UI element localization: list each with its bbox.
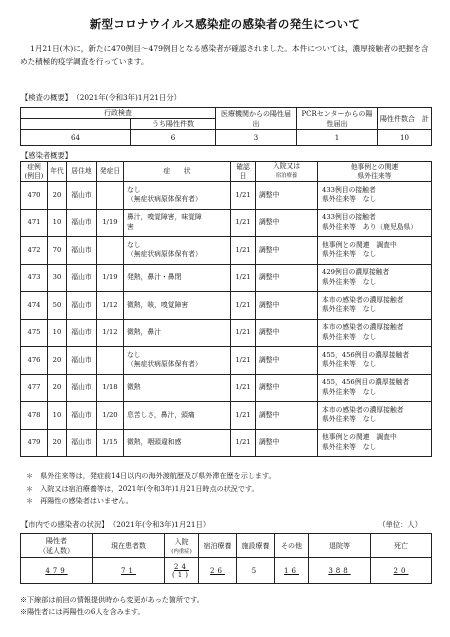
case-relation-line1: 他事例との関連 調査中 xyxy=(322,433,397,442)
case-hospital: 調整中 xyxy=(256,347,318,375)
case-symptoms-line2: （無症状病原体保有者） xyxy=(127,250,202,259)
case-residence: 福山市 xyxy=(67,402,97,430)
header-hospitalized-label: 入院 xyxy=(174,537,189,546)
case-relation-line2: 県外往来等 なし xyxy=(322,332,377,341)
case-symptoms-line2: 害 xyxy=(127,222,134,231)
case-age: 70 xyxy=(48,237,67,265)
case-row xyxy=(21,374,432,402)
case-hospital: 調整中 xyxy=(256,319,318,347)
case-confirmed: 1/21 xyxy=(231,374,256,402)
case-onset xyxy=(97,347,124,375)
case-no: 477 xyxy=(21,374,48,402)
case-hospital: 調整中 xyxy=(256,402,318,430)
header-current: 現在患者数 xyxy=(93,534,165,558)
case-relation-line2: 県外往来等 なし xyxy=(322,387,377,396)
case-confirmed: 1/21 xyxy=(231,347,256,375)
case-confirmed: 1/21 xyxy=(231,319,256,347)
case-onset: 1/19 xyxy=(97,209,124,237)
case-symptoms-line1: 発熱，鼻汁・鼻閉 xyxy=(127,273,182,281)
status-header-row xyxy=(21,534,432,558)
cases-heading: 【感染者概要】 xyxy=(21,151,73,160)
header-total: 陽性件数合 計 xyxy=(378,108,432,130)
header-symptoms: 症 状 xyxy=(124,162,231,182)
case-symptoms-line1: 息苦しさ，鼻汁，頭痛 xyxy=(127,410,195,419)
value-total: 10 xyxy=(378,130,432,146)
case-symptoms-line2: （無症状病原体保有者） xyxy=(127,360,202,369)
case-confirmed: 1/21 xyxy=(231,237,256,265)
case-relation-line2: 県外往来等 なし xyxy=(322,305,377,314)
case-residence: 福山市 xyxy=(67,319,97,347)
note-item: ＊ 再陽性の感染者はいません。 xyxy=(26,496,133,505)
case-age: 50 xyxy=(48,292,67,320)
value-hospitalized xyxy=(165,558,199,584)
header-medical-report: 医療機関からの陽性届出 xyxy=(216,108,297,130)
case-onset: 1/20 xyxy=(97,402,124,430)
header-admin-test: 行政検査 xyxy=(21,108,216,119)
case-hospital: 調整中 xyxy=(256,209,318,237)
value-death xyxy=(371,558,432,584)
summary-date-note: （2021年(令和3年)1月21日分） xyxy=(76,93,181,102)
case-row xyxy=(21,292,432,320)
case-relation xyxy=(318,264,432,292)
case-relation-line2: 県外往来等 なし xyxy=(322,442,377,451)
case-age: 10 xyxy=(48,209,67,237)
case-age: 20 xyxy=(48,182,67,210)
case-hospital: 調整中 xyxy=(256,374,318,402)
case-confirmed: 1/21 xyxy=(231,209,256,237)
case-onset xyxy=(97,182,124,210)
value-medical-report: 3 xyxy=(216,130,297,146)
unit-note: （単位：人） xyxy=(378,520,422,529)
case-residence: 福山市 xyxy=(67,182,97,210)
case-onset: 1/15 xyxy=(97,429,124,457)
case-residence: 福山市 xyxy=(67,237,97,265)
case-residence: 福山市 xyxy=(67,374,97,402)
value-other xyxy=(275,558,309,584)
case-symptoms xyxy=(124,374,231,402)
header-positive xyxy=(21,534,93,558)
case-no: 472 xyxy=(21,237,48,265)
case-relation-line1: 433例目の接触者 xyxy=(322,185,376,194)
header-onset: 発症日 xyxy=(97,162,124,182)
header-hospital-sub: 宿泊療養 xyxy=(275,173,298,179)
case-age: 10 xyxy=(48,319,67,347)
status-heading-label: 【市内での感染者の状況】 xyxy=(21,520,109,529)
case-row xyxy=(21,402,432,430)
case-confirmed: 1/21 xyxy=(231,402,256,430)
case-symptoms xyxy=(124,237,231,265)
case-relation-line1: 本市の感染者の濃厚接触者 xyxy=(322,295,404,304)
case-relation-line1: 他事例との関連 調査中 xyxy=(322,240,397,249)
case-symptoms-line1: なし xyxy=(127,350,141,359)
case-row xyxy=(21,429,432,457)
case-relation-line1: 433例目の接触者 xyxy=(322,213,376,222)
header-positive-sub: （延人数） xyxy=(39,546,74,555)
header-death: 死亡 xyxy=(371,534,432,558)
case-relation-line1: 455，456例目の濃厚接触者 xyxy=(322,378,410,387)
case-symptoms xyxy=(124,182,231,210)
case-age: 10 xyxy=(48,402,67,430)
summary-heading xyxy=(21,93,181,103)
footnote-item: ※陽性者には再陽性の6人を含みます。 xyxy=(20,607,145,616)
case-relation-line2: 県外往来等 あり（鹿児島県） xyxy=(322,222,418,231)
case-row xyxy=(21,347,432,375)
case-relation-line2: 県外往来等 なし xyxy=(322,195,377,204)
header-hospital-label: 入院又は xyxy=(272,162,301,170)
case-no: 476 xyxy=(21,347,48,375)
case-symptoms xyxy=(124,429,231,457)
header-relation xyxy=(318,162,432,182)
value-death-text: 20 xyxy=(393,566,409,575)
header-pcr-report: PCRセンターからの陽性届出 xyxy=(297,108,378,130)
case-symptoms-line1: なし xyxy=(127,185,141,194)
case-residence: 福山市 xyxy=(67,264,97,292)
footnotes xyxy=(20,594,204,618)
case-age: 20 xyxy=(48,374,67,402)
value-facility xyxy=(237,558,275,584)
value-discharged-text: 388 xyxy=(328,566,351,575)
page-title: 新型コロナウイルス感染症の感染者の発生について xyxy=(89,17,361,31)
case-relation xyxy=(318,374,432,402)
case-relation-line2: 県外往来等 なし xyxy=(322,277,377,286)
case-residence: 福山市 xyxy=(67,347,97,375)
header-other: その他 xyxy=(275,534,309,558)
status-heading xyxy=(21,520,210,530)
case-onset: 1/19 xyxy=(97,264,124,292)
case-row xyxy=(21,319,432,347)
case-onset: 1/18 xyxy=(97,374,124,402)
note-item: ＊ 県外往来等は，発症前14日以内の海外渡航歴及び県外滞在歴を示します。 xyxy=(26,471,276,480)
footnote-item: ※下線部は前回の情報提供時から変更があった箇所です。 xyxy=(20,595,204,604)
case-age: 20 xyxy=(48,429,67,457)
case-no: 473 xyxy=(21,264,48,292)
case-relation xyxy=(318,319,432,347)
case-hospital: 調整中 xyxy=(256,237,318,265)
case-no: 470 xyxy=(21,182,48,210)
header-facility: 施設療養 xyxy=(237,534,275,558)
case-confirmed: 1/21 xyxy=(231,292,256,320)
infection-status-table xyxy=(20,533,432,584)
notes xyxy=(20,470,432,508)
case-symptoms xyxy=(124,347,231,375)
case-symptoms-line1: なし xyxy=(127,240,141,249)
case-relation xyxy=(318,347,432,375)
case-symptoms xyxy=(124,402,231,430)
case-relation-line2: 県外往来等 なし xyxy=(322,250,377,259)
header-lodging: 宿泊療養 xyxy=(199,534,237,558)
case-relation-line1: 455，456例目の濃厚接触者 xyxy=(322,350,410,359)
case-onset: 1/12 xyxy=(97,292,124,320)
value-admin-test: 64 xyxy=(21,130,131,146)
case-confirmed: 1/21 xyxy=(231,429,256,457)
intro-paragraph: 1月21日(木)に，新たに470例目～479例目となる感染者が確認されました。本件については，濃厚接触者の把握を含めた積極的疫学調査を行っています。 xyxy=(20,44,429,66)
case-no: 471 xyxy=(21,209,48,237)
case-age: 30 xyxy=(48,264,67,292)
case-symptoms-line2: （無症状病原体保有者） xyxy=(127,195,202,204)
case-confirmed: 1/21 xyxy=(231,264,256,292)
case-row xyxy=(21,182,432,210)
case-relation xyxy=(318,292,432,320)
case-symptoms-line1: 微熱，鼻汁 xyxy=(127,328,161,336)
case-row xyxy=(21,209,432,237)
value-lodging xyxy=(199,558,237,584)
case-hospital: 調整中 xyxy=(256,292,318,320)
header-case-no-label: 症例 xyxy=(27,162,41,171)
value-other-text: 16 xyxy=(284,566,299,575)
case-summary-table xyxy=(20,161,432,457)
case-no: 479 xyxy=(21,429,48,457)
header-case-no xyxy=(21,162,48,182)
case-residence: 福山市 xyxy=(67,209,97,237)
case-row xyxy=(21,237,432,265)
value-facility-text: 5 xyxy=(251,566,260,575)
case-symptoms xyxy=(124,319,231,347)
header-case-no-sub: (例目) xyxy=(24,171,44,180)
case-row xyxy=(21,264,432,292)
case-confirmed: 1/21 xyxy=(231,182,256,210)
header-discharged: 退院等 xyxy=(309,534,371,558)
status-date-note: （2021年(令和3年)1月21日） xyxy=(112,520,211,529)
case-relation xyxy=(318,209,432,237)
header-hospital xyxy=(256,162,318,182)
header-relation-sub: 県外往来等 xyxy=(357,171,392,180)
case-no: 475 xyxy=(21,319,48,347)
case-symptoms-line1: 微熱，咽頭違和感 xyxy=(127,438,182,446)
header-positive-label: 陽性者 xyxy=(46,536,67,545)
value-current xyxy=(93,558,165,584)
case-symptoms xyxy=(124,292,231,320)
summary-heading-label: 【検査の概要】 xyxy=(21,93,73,102)
case-relation-line1: 429例目の濃厚接触者 xyxy=(322,268,390,277)
value-current-text: 71 xyxy=(121,566,136,575)
header-hospitalized xyxy=(165,534,199,558)
case-no: 478 xyxy=(21,402,48,430)
status-value-row xyxy=(21,558,432,584)
case-hospital: 調整中 xyxy=(256,264,318,292)
case-relation xyxy=(318,237,432,265)
case-age: 20 xyxy=(48,347,67,375)
case-symptoms xyxy=(124,264,231,292)
value-lodging-text: 26 xyxy=(210,566,225,575)
case-residence: 福山市 xyxy=(67,292,97,320)
case-hospital: 調整中 xyxy=(256,182,318,210)
case-relation xyxy=(318,402,432,430)
value-positive-text: 479 xyxy=(45,566,68,575)
value-hospitalized-text: 24 xyxy=(174,562,189,571)
case-symptoms-line1: 鼻汁，嗅覚障害，味覚障 xyxy=(127,213,202,222)
header-residence: 居住地 xyxy=(67,162,97,182)
case-relation xyxy=(318,429,432,457)
value-discharged xyxy=(309,558,371,584)
case-relation-line1: 本市の感染者の濃厚接触者 xyxy=(322,323,404,332)
case-relation-line1: 本市の感染者の濃厚接触者 xyxy=(322,405,404,414)
value-pcr-report: 1 xyxy=(297,130,378,146)
test-summary-table xyxy=(20,107,432,146)
case-residence: 福山市 xyxy=(67,429,97,457)
case-relation-line2: 県外往来等 なし xyxy=(322,415,377,424)
value-positive xyxy=(21,558,93,584)
case-onset: 1/12 xyxy=(97,319,124,347)
value-positive-count: 6 xyxy=(131,130,216,146)
header-confirmed: 確認日 xyxy=(231,162,256,182)
case-relation-line2: 県外往来等 なし xyxy=(322,360,377,369)
case-hospital: 調整中 xyxy=(256,429,318,457)
header-hospitalized-sub: (内重症) xyxy=(171,548,192,555)
header-positive-count: うち陽性件数 xyxy=(131,119,216,130)
case-relation xyxy=(318,182,432,210)
case-symptoms xyxy=(124,209,231,237)
header-age: 年代 xyxy=(48,162,67,182)
note-item: ＊ 入院又は宿泊療養等は，2021年(令和3年)1月21日時点の状況です。 xyxy=(26,483,259,493)
header-relation-label: 他事例との関連 xyxy=(350,162,399,171)
case-onset xyxy=(97,237,124,265)
case-symptoms-line1: 微熱，咳，嗅覚障害 xyxy=(127,300,189,309)
case-no: 474 xyxy=(21,292,48,320)
case-header-row xyxy=(21,162,432,182)
header-admin-blank xyxy=(21,119,131,130)
case-symptoms-line1: 微熱 xyxy=(127,383,141,391)
value-severe-text: (1) xyxy=(172,570,191,579)
